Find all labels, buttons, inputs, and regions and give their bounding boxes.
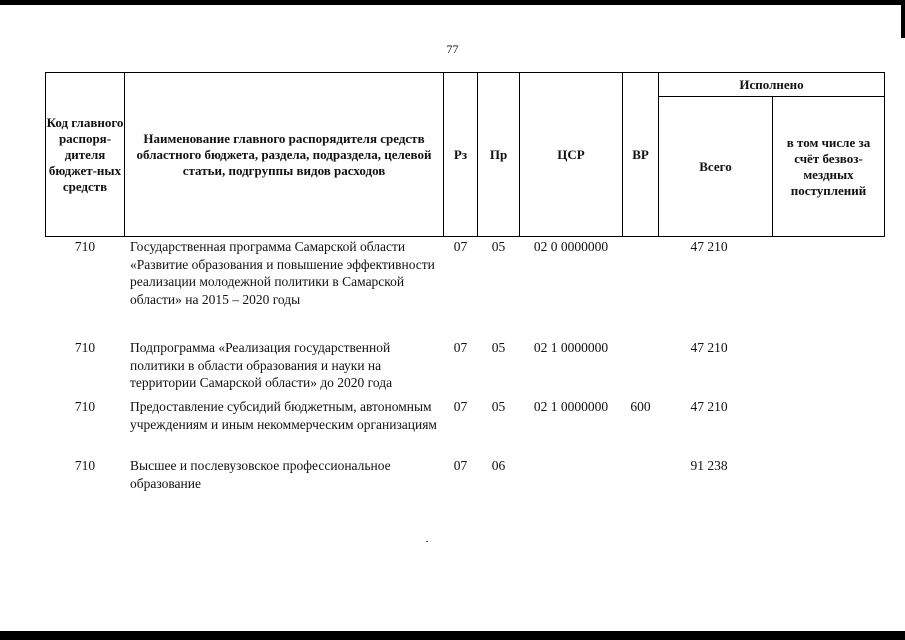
- scan-right-border: [901, 0, 905, 38]
- header-vsego: Всего: [699, 158, 732, 174]
- row-4-kod: 710: [74, 458, 96, 473]
- scan-speck: [426, 541, 428, 542]
- row-4-rz: 07: [453, 458, 468, 473]
- row-4-vsego: 91 238: [690, 458, 728, 473]
- row-3-vr: 600: [630, 399, 651, 414]
- row-4-name: Высшее и послевузовское профессиональное образование: [130, 458, 391, 491]
- row-3-csr: 02 1 0000000: [533, 399, 609, 414]
- row-3-pr: 05: [491, 399, 506, 414]
- row-2-csr: 02 1 0000000: [533, 340, 609, 355]
- header-csr: ЦСР: [557, 146, 585, 162]
- row-2-vsego: 47 210: [690, 340, 728, 355]
- row-2-pr: 05: [491, 340, 506, 355]
- row-2-rz: 07: [453, 340, 468, 355]
- row-3-rz: 07: [453, 399, 468, 414]
- header-rz: Рз: [453, 146, 468, 162]
- page-number: 77: [446, 42, 459, 56]
- row-1-name: Государственная программа Самарской области «Развитие образования и повышение эффективности реализации молодежной политики в Самарской области» на 2015 – 2020 годы: [130, 239, 435, 307]
- header-vr: ВР: [632, 146, 649, 162]
- header-vtom: в том числе за счёт безвоз-мездных поступлений: [786, 134, 871, 198]
- header-name: Наименование главного распорядителя средств областного бюджета, раздела, подраздела, целевой статьи, подгруппы видов расходов: [136, 130, 432, 178]
- header-pr: Пр: [489, 146, 508, 162]
- row-1-csr: 02 0 0000000: [533, 239, 609, 254]
- scan-top-border: [0, 0, 905, 5]
- scan-bottom-border: [0, 631, 905, 640]
- row-1-rz: 07: [453, 239, 468, 254]
- row-3-vsego: 47 210: [690, 399, 728, 414]
- header-ispolneno: Исполнено: [739, 76, 804, 92]
- header-kod: Код главного распоря-дителя бюджет-ных средств: [46, 114, 124, 194]
- row-2-kod: 710: [74, 340, 96, 355]
- row-3-name: Предоставление субсидий бюджетным, автономным учреждениям и иным некоммерческим организациям: [130, 399, 437, 432]
- row-1-pr: 05: [491, 239, 506, 254]
- row-4-pr: 06: [491, 458, 506, 473]
- row-1-vsego: 47 210: [690, 239, 728, 254]
- row-2-name: Подпрограмма «Реализация государственной политики в области образования и науки на территории Самарской области» до 2020 года: [130, 340, 393, 390]
- row-1-kod: 710: [74, 239, 96, 254]
- row-3-kod: 710: [74, 399, 96, 414]
